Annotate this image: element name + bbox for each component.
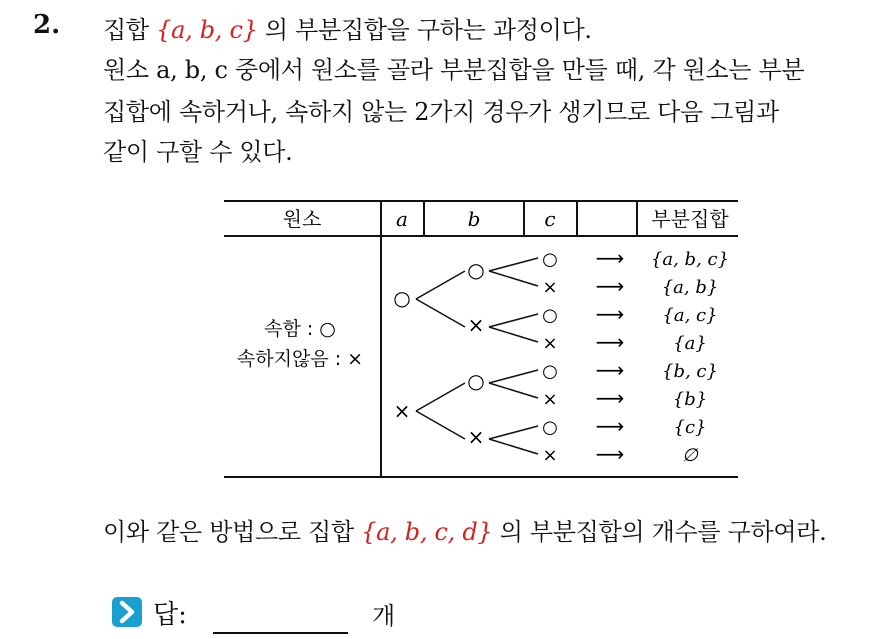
header-a: a [396,207,408,231]
problem-set: {a, b, c} [156,16,258,44]
subset-8: ∅ [682,445,698,466]
legend-excluded: 속하지않음 : × [236,348,364,370]
node-c-4: × [542,333,558,354]
node-b-3: ○ [467,369,485,393]
node-c-3: ○ [542,305,558,326]
node-c-6: × [542,389,558,410]
problem-number: 2. [33,10,61,40]
node-c-7: ○ [542,417,558,438]
arrow-icon: ⟶ [595,330,625,354]
answer-blank[interactable] [213,632,348,634]
node-a-out: × [393,399,411,423]
subset-3: {a, c} [662,305,718,326]
arrow-icon: ⟶ [595,414,625,438]
branches-a-b [416,271,465,439]
header-b: b [467,207,481,231]
question-post: 의 부분집합의 개수를 구하여라. [492,518,827,546]
arrow-icon: ⟶ [595,302,625,326]
header-subset: 부분집합 [651,207,729,231]
problem-line-1-pre: 집합 [103,16,157,44]
subset-5: {b, c} [662,361,718,382]
arrow-icon: ⟶ [595,442,625,466]
subset-7: {c} [673,417,707,438]
problem-line-2: 원소 a, b, c 중에서 원소를 골라 부분집합을 만들 때, 각 원소는 부분 [103,56,805,84]
arrow-icon: ⟶ [595,358,625,382]
answer-label: 답: [153,600,187,630]
subset-4: {a} [673,333,707,354]
node-b-4: × [467,425,485,449]
arrow-icon: ⟶ [595,274,625,298]
legend-included: 속함 : ○ [264,318,336,340]
arrow-icon: ⟶ [595,386,625,410]
node-c-2: × [542,277,558,298]
node-c-8: × [542,445,558,466]
node-b-2: × [467,313,485,337]
node-a-in: ○ [393,286,411,310]
subset-2: {a, b} [661,277,719,298]
node-b-1: ○ [467,258,485,282]
arrow-icon: ⟶ [595,246,625,270]
node-c-1: ○ [542,249,558,270]
problem-line-4: 같이 구할 수 있다. [103,138,293,166]
question-pre: 이와 같은 방법으로 집합 [103,518,362,546]
answer-unit: 개 [372,602,396,630]
header-c: c [544,207,556,231]
chevron-right-icon [112,597,142,627]
node-c-5: ○ [542,361,558,382]
subset-6: {b} [672,389,708,410]
problem-line-1-post: 의 부분집합을 구하는 과정이다. [257,16,592,44]
branches-b-c [489,258,538,454]
problem-line-3: 집합에 속하거나, 속하지 않는 2가지 경우가 생기므로 다음 그림과 [103,98,779,126]
question-line [103,512,827,547]
subset-1: {a, b, c} [650,249,730,270]
question-set: {a, b, c, d} [361,518,493,546]
header-element: 원소 [282,207,322,231]
